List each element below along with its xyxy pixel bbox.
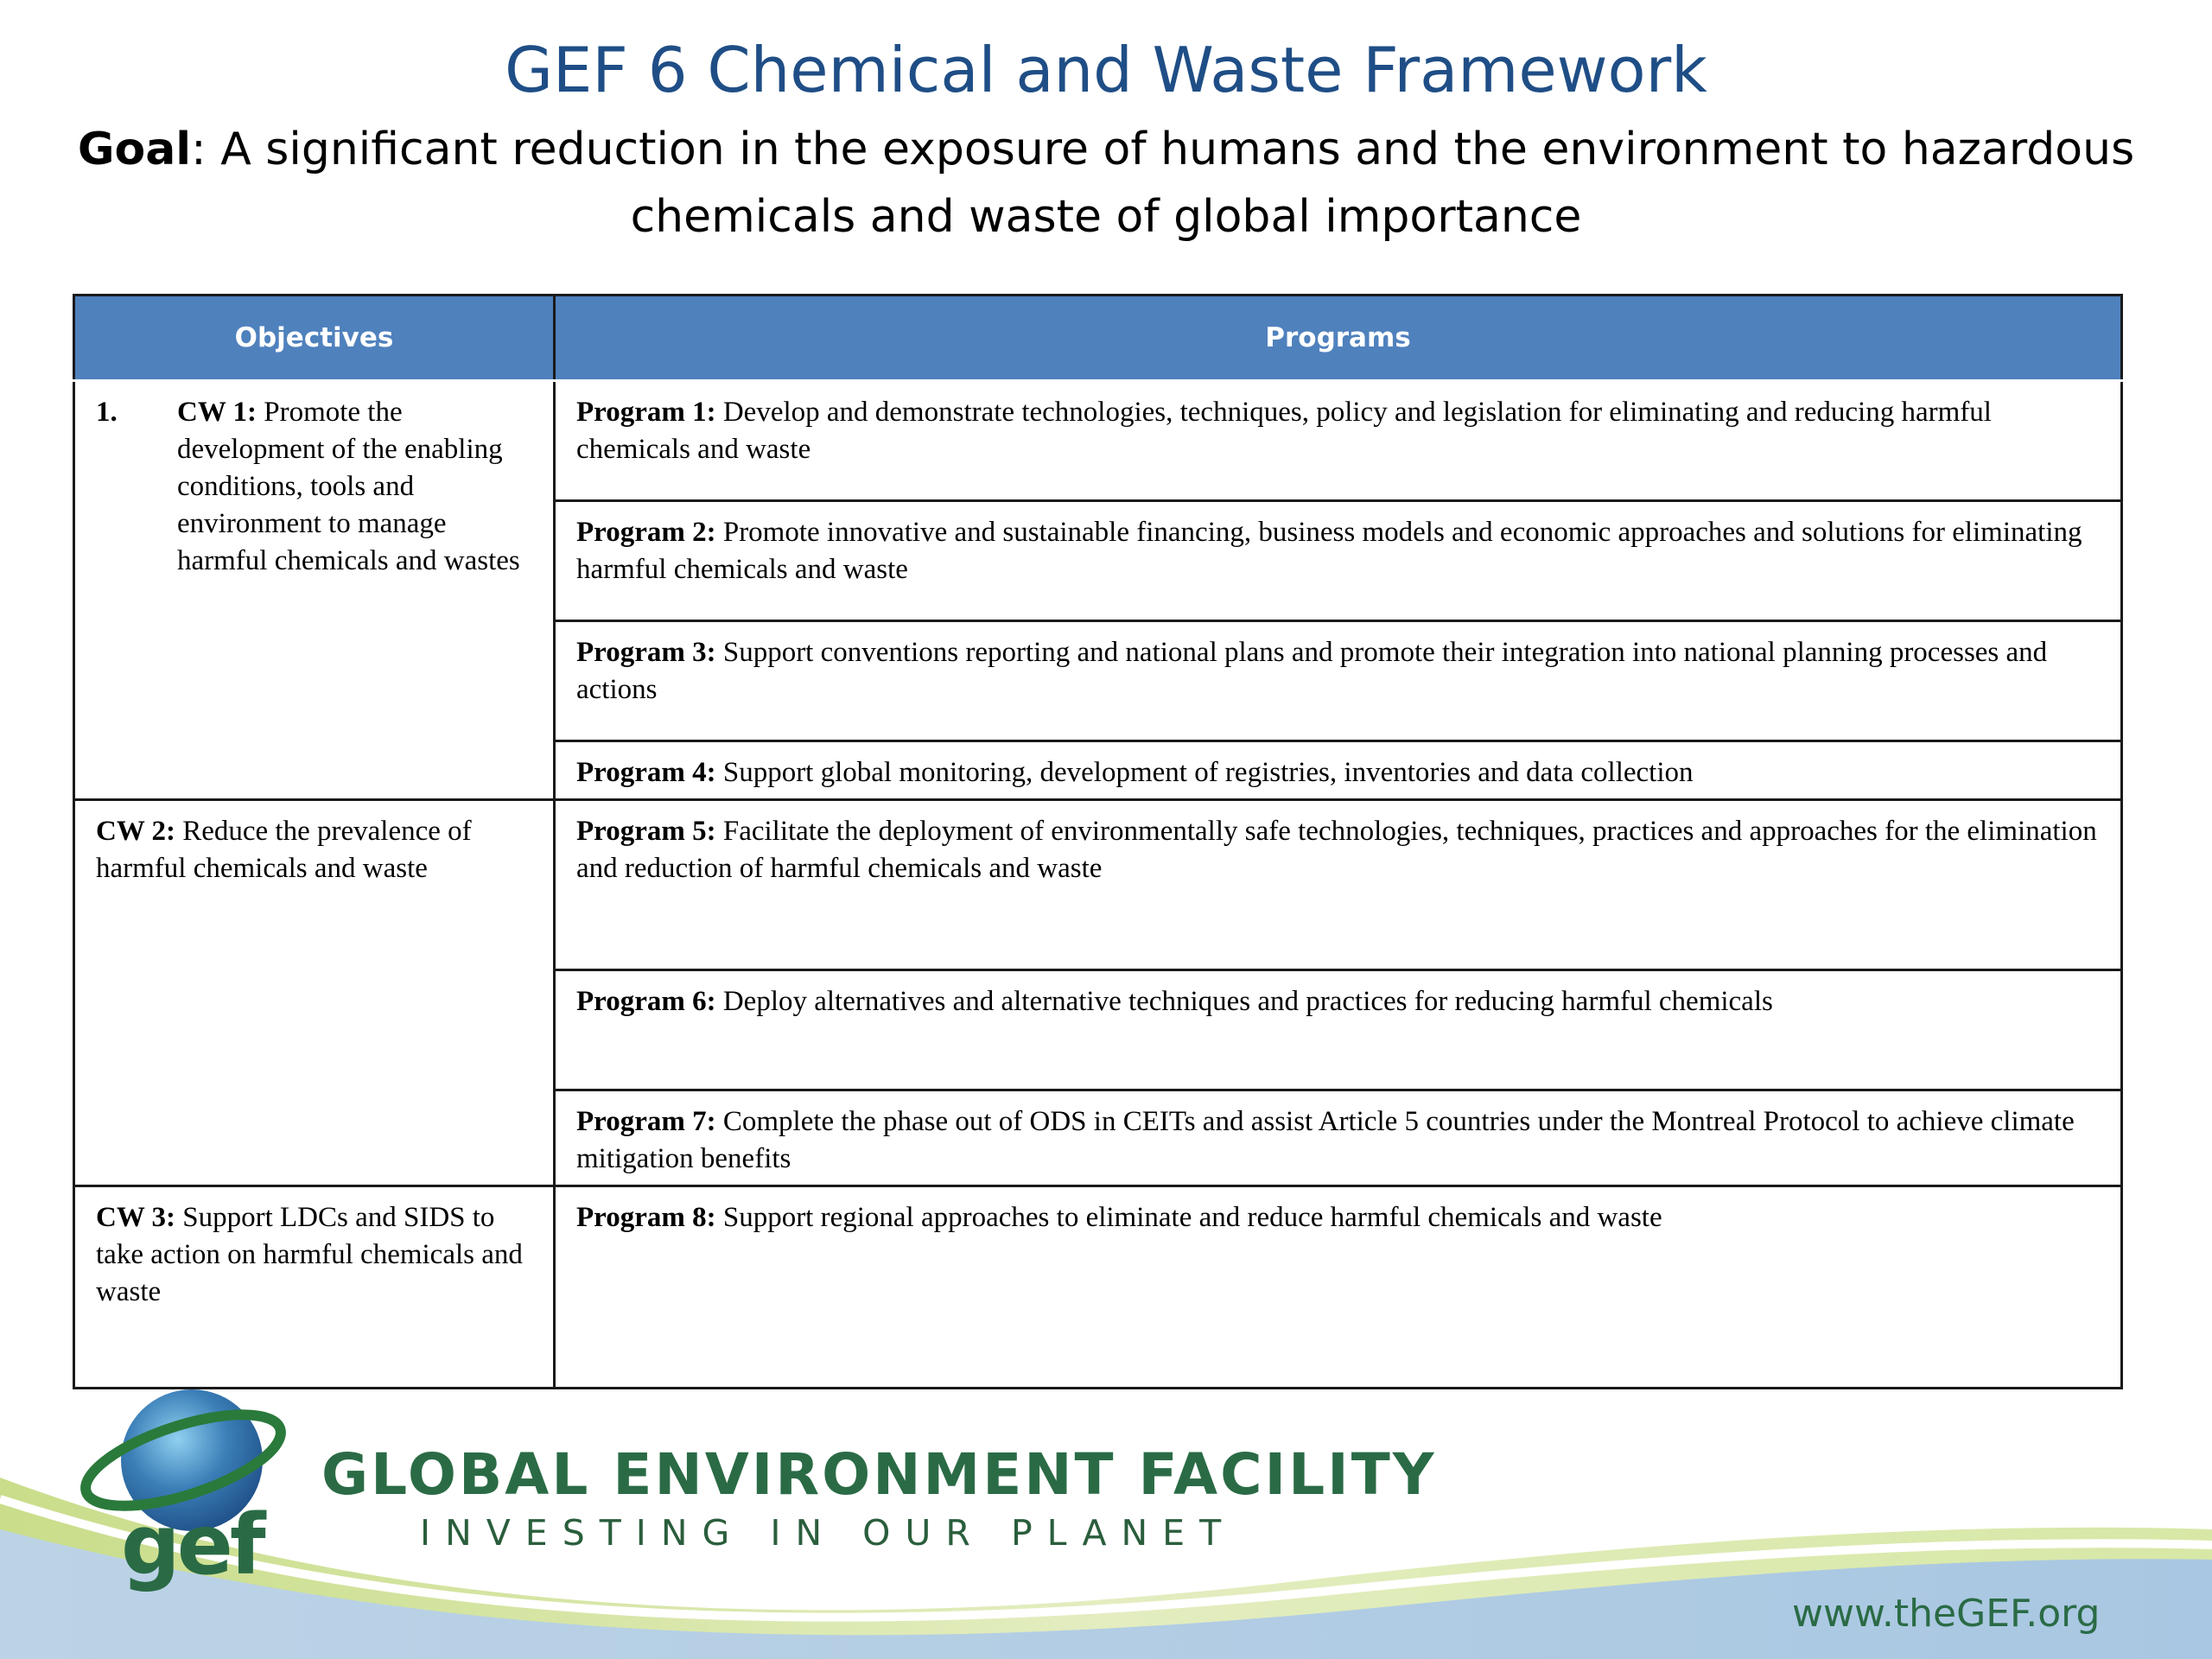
objective-code: CW 2: [96, 816, 175, 847]
program-label: Program 1: [576, 397, 716, 428]
program-label: Program 3: [576, 637, 716, 668]
program-text: Promote innovative and sustainable financing, business models and economic approaches and solutions for eliminating harmful chemicals and waste [576, 517, 2082, 585]
objective-cw3 [74, 1186, 555, 1389]
program-text: Complete the phase out of ODS in CEITs and assist Article 5 countries under the Montreal Protocol to achieve climate mitigation benefits [576, 1106, 2075, 1174]
program-text: Facilitate the deployment of environmentally safe technologies, techniques, practices and approaches for the elimination and reduction of harmful chemicals and waste [576, 816, 2097, 884]
program-label: Program 7: [576, 1106, 716, 1137]
objective-text: Support LDCs and SIDS to take action on harmful chemicals and waste [96, 1202, 523, 1307]
program-text: Deploy alternatives and alternative techniques and practices for reducing harmful chemicals [715, 986, 1773, 1017]
objective-code: CW 3: [96, 1202, 175, 1233]
goal-text: : A significant reduction in the exposure of humans and the environment to hazardous chemicals and waste of global importance [191, 124, 2135, 243]
program-label: Program 8: [576, 1202, 716, 1233]
goal-statement [69, 116, 2143, 251]
program-5 [555, 800, 2122, 970]
gef-logo-text: gef [121, 1497, 263, 1593]
table-header-row [74, 296, 2122, 381]
objective-cw1 [74, 381, 555, 800]
program-label: Program 2: [576, 517, 716, 548]
program-text: Develop and demonstrate technologies, techniques, policy and legislation for eliminating and reducing harmful chemicals and waste [576, 397, 1992, 465]
program-7 [555, 1090, 2122, 1186]
program-text: Support regional approaches to eliminate and reduce harmful chemicals and waste [715, 1202, 1662, 1233]
program-2 [555, 501, 2122, 621]
objective-cw2 [74, 800, 555, 1186]
program-label: Program 5: [576, 816, 716, 847]
org-tagline: INVESTING IN OUR PLANET [420, 1512, 1236, 1554]
page-title: GEF 6 Chemical and Waste Framework [505, 34, 1707, 106]
framework-table [73, 294, 2123, 1389]
program-4 [555, 741, 2122, 800]
program-text: Support conventions reporting and national plans and promote their integration into national planning processes and actions [576, 637, 2048, 705]
goal-label: Goal [77, 124, 192, 175]
objective-text: Reduce the prevalence of harmful chemicals and waste [96, 816, 472, 884]
programs-header: Programs [555, 296, 2122, 381]
table-row [74, 381, 2122, 501]
program-3 [555, 621, 2122, 741]
website-url: www.theGEF.org [1792, 1592, 2101, 1636]
program-text: Support global monitoring, development of registries, inventories and data collection [715, 757, 1694, 788]
org-name: GLOBAL ENVIRONMENT FACILITY [321, 1441, 1437, 1508]
program-label: Program 4: [576, 757, 716, 788]
objectives-header: Objectives [74, 296, 555, 381]
table-row [74, 1186, 2122, 1389]
program-label: Program 6: [576, 986, 716, 1017]
program-6 [555, 970, 2122, 1090]
program-1 [555, 381, 2122, 501]
table-row [74, 800, 2122, 970]
objective-text: Promote the development of the enabling conditions, tools and environment to manage harmful chemicals and wastes [177, 397, 520, 576]
program-8 [555, 1186, 2122, 1389]
objective-code: CW 1: [177, 397, 257, 428]
objective-number: 1. [96, 397, 118, 428]
